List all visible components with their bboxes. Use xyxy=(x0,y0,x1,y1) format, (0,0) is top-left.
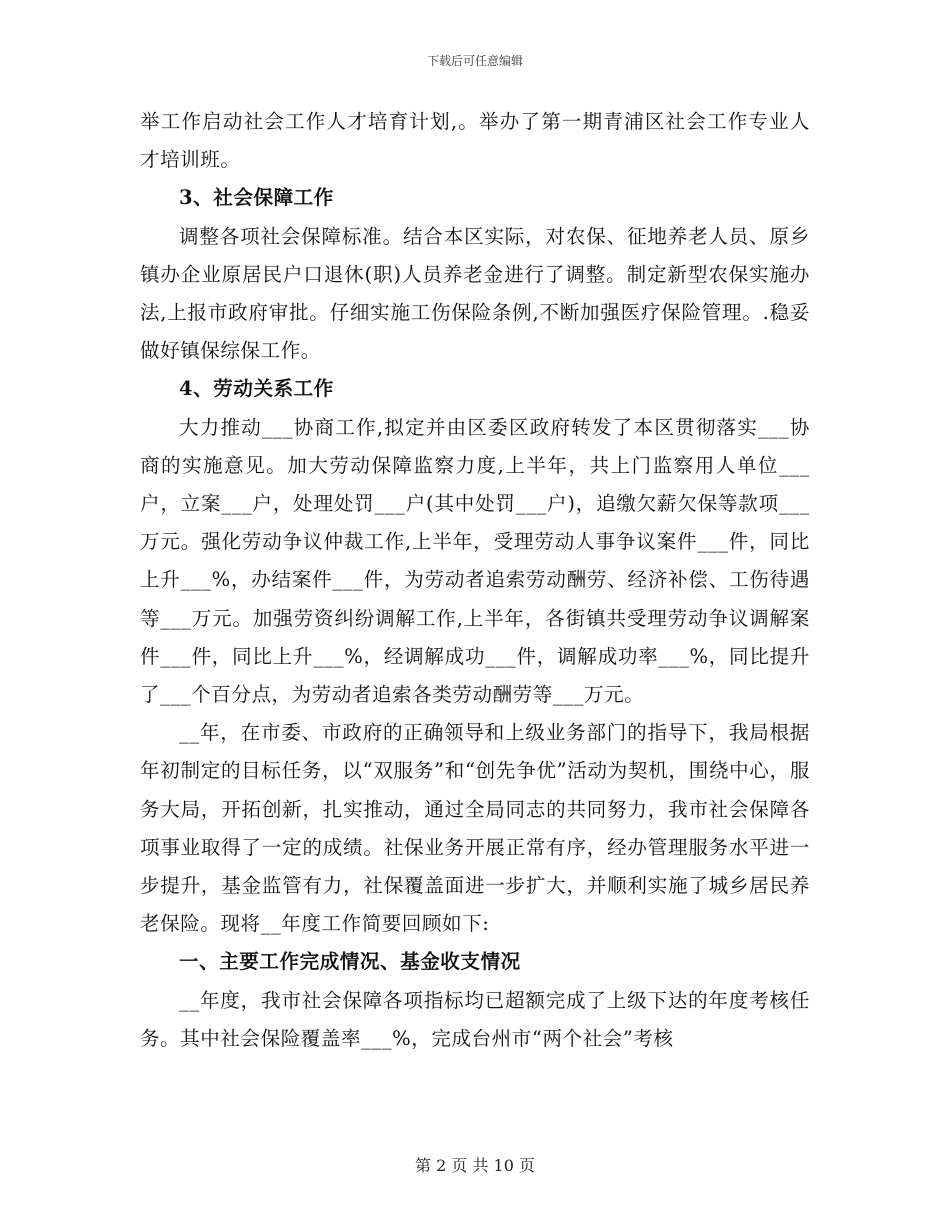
paragraph-annual-summary: __年，在市委、市政府的正确领导和上级业务部门的指导下，我局根据年初制定的目标任务，以“双服务”和“创先争优”活动为契机，围绕中心，服务大局，开拓创新，扎实推动，通过全局同志的共同努力，我市社会保障各项事业取得了一定的成绩。社保业务开展正常有序，经办管理服务水平进一步提升，基金监管有力，社保覆盖面进一步扩大，并顺利实施了城乡居民养老保险。现将__年度工作简要回顾如下: xyxy=(140,721,810,936)
section-heading-main-work: 一、主要工作完成情况、基金收支情况 xyxy=(179,950,521,974)
paragraph-continuation: 举工作启动社会工作人才培育计划,。举办了第一期青浦区社会工作专业人才培训班。 xyxy=(140,110,810,172)
section-heading-social-security: 3、社会保障工作 xyxy=(179,186,334,210)
paragraph-social-security: 调整各项社会保障标准。结合本区实际，对农保、征地养老人员、原乡镇办企业原居民户口退休(职)人员养老金进行了调整。制定新型农保实施办法,上报市政府审批。仔细实施工伤保险条例,不断加强医疗保险管理。.稳妥做好镇保综保工作。 xyxy=(140,224,810,363)
paragraph-main-work: __年度，我市社会保障各项指标均已超额完成了上级下达的年度考核任务。其中社会保险覆盖率___%，完成台州市“两个社会”考核 xyxy=(140,988,810,1050)
page-header: 下载后可任意编辑 xyxy=(426,54,523,68)
paragraph-labor-relations: 大力推动___协商工作,拟定并由区委区政府转发了本区贯彻落实___协商的实施意见。加大劳动保障监察力度,上半年，共上门监察用人单位___户，立案___户，处理处罚___户(其中处罚___户)，追缴欠薪欠保等款项___万元。强化劳动争议仲裁工作,上半年，受理劳动人事争议案件___件，同比上升___%，办结案件___件，为劳动者追索劳动酬劳、经济补偿、工伤待遇等___万元。加强劳资纠纷调解工作,上半年，各街镇共受理劳动争议调解案件___件，同比上升___%，经调解成功___件，调解成功率___%，同比提升了___个百分点，为劳动者追索各类劳动酬劳等___万元。 xyxy=(140,415,810,707)
section-heading-labor-relations: 4、劳动关系工作 xyxy=(179,377,334,401)
document-body xyxy=(140,103,810,1058)
page-number: 第 2 页 共 10 页 xyxy=(415,1156,535,1175)
